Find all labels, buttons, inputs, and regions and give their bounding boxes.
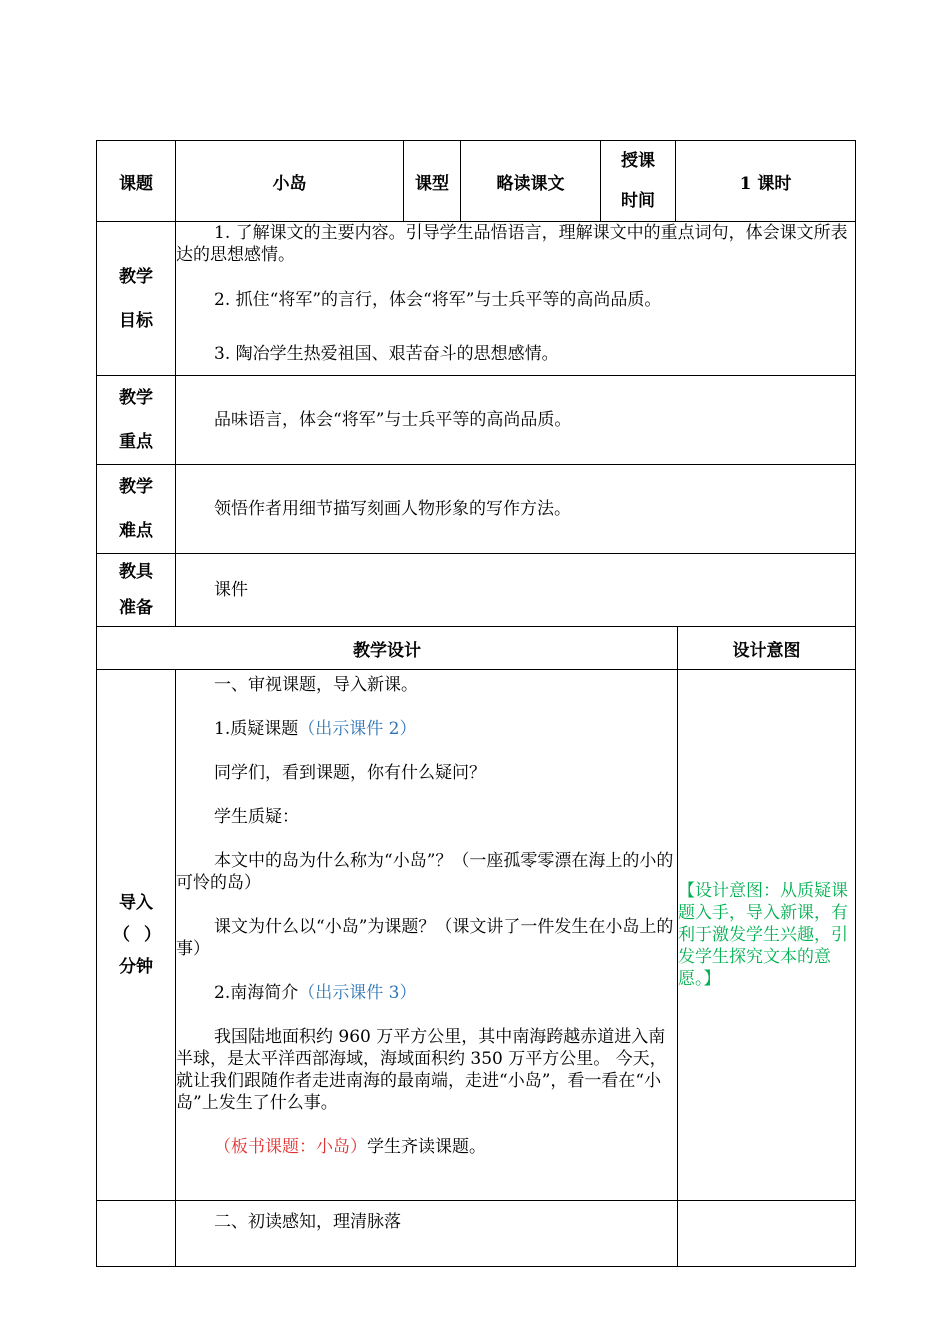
- intent-header: 设计意图: [678, 627, 856, 670]
- time-label: [601, 141, 676, 222]
- objective-item-2: 2. 抓住“将军”的言行，体会“将军”与士兵平等的高尚品质。: [214, 290, 662, 310]
- intro-label-line-1: 导入: [119, 893, 153, 913]
- materials-text: 课件: [214, 580, 248, 600]
- second-label: [97, 1201, 176, 1267]
- intro-content: [176, 670, 678, 1201]
- header-row: [97, 141, 856, 222]
- intro-question-3: 本文中的岛为什么称为“小岛”？（一座孤零零漂在海上的小的可怜的岛）: [176, 851, 674, 893]
- difficulties-label-line-1: 教学: [119, 477, 153, 497]
- intro-label-line-3: 分钟: [119, 957, 153, 977]
- second-heading: 二、初读感知，理清脉落: [214, 1212, 401, 1232]
- materials-label-line-2: 准备: [119, 598, 153, 618]
- time-label-line-2: 时间: [621, 191, 655, 211]
- objectives-label: [97, 222, 176, 376]
- objective-item-1: 1. 了解课文的主要内容。引导学生品悟语言，理解课文中的重点词句，体会课文所表达的思想感情。: [176, 223, 848, 265]
- materials-content: [176, 554, 856, 627]
- topic-value: 小岛: [176, 141, 404, 222]
- intro-question-2: 学生质疑：: [214, 807, 299, 827]
- difficulties-label-line-2: 难点: [119, 521, 153, 541]
- materials-label-line-1: 教具: [119, 562, 153, 582]
- design-header-row: [97, 627, 856, 670]
- difficulties-row: [97, 465, 856, 554]
- courseware-ref-3: （出示课件 3）: [298, 983, 417, 1003]
- intro-row: [97, 670, 856, 1201]
- intro-nanhai: 我国陆地面积约 960 万平方公里，其中南海跨越赤道进入南半球，是太平洋西部海域，海域面积约 350 万平方公里。 今天，就让我们跟随作者走进南海的最南端，走进“小岛”，看一看在“小岛”上发生了什么事。: [176, 1027, 667, 1113]
- courseware-ref-2: （出示课件 2）: [298, 719, 417, 739]
- key-points-label: [97, 376, 176, 465]
- objectives-label-line-1: 教学: [119, 266, 153, 287]
- second-row: [97, 1201, 856, 1267]
- key-points-content: [176, 376, 856, 465]
- objectives-content: [176, 222, 856, 376]
- second-intent: [678, 1201, 856, 1267]
- intro-minutes-blank: （ ）: [113, 925, 161, 945]
- materials-label: [97, 554, 176, 627]
- type-label: 课型: [404, 141, 461, 222]
- objectives-row: [97, 222, 856, 376]
- objective-item-3: 3. 陶冶学生热爱祖国、艰苦奋斗的思想感情。: [214, 344, 559, 364]
- intro-heading: 一、审视课题，导入新课。: [214, 675, 418, 695]
- intro-label: [97, 670, 176, 1201]
- board-note: （板书课题：小岛）: [214, 1137, 367, 1157]
- time-label-line-1: 授课: [621, 151, 655, 171]
- key-points-row: [97, 376, 856, 465]
- intro-question-4: 课文为什么以“小岛”为课题？（课文讲了一件发生在小岛上的事）: [176, 917, 674, 959]
- second-content: [176, 1201, 678, 1267]
- design-header: 教学设计: [97, 627, 678, 670]
- difficulties-label: [97, 465, 176, 554]
- type-value: 略读课文: [461, 141, 601, 222]
- topic-label: 课题: [97, 141, 176, 222]
- intro-intent: 【设计意图：从质疑课题入手，导入新课，有利于激发学生兴趣，引发学生探究文本的意愿。】: [678, 670, 856, 1201]
- key-points-text: 品味语言，体会“将军”与士兵平等的高尚品质。: [214, 410, 572, 430]
- intro-step2: 2.南海简介（出示课件 3）: [214, 983, 417, 1003]
- time-value: 1 课时: [676, 141, 856, 222]
- intro-board: （板书课题：小岛）学生齐读课题。: [214, 1137, 486, 1157]
- lesson-plan-table: [96, 140, 856, 1267]
- key-points-label-line-1: 教学: [119, 388, 153, 408]
- intro-step1: 1.质疑课题（出示课件 2）: [214, 719, 417, 739]
- difficulties-text: 领悟作者用细节描写刻画人物形象的写作方法。: [214, 499, 571, 519]
- difficulties-content: [176, 465, 856, 554]
- intro-question-1: 同学们，看到课题，你有什么疑问？: [214, 763, 486, 783]
- materials-row: [97, 554, 856, 627]
- objectives-label-line-2: 目标: [119, 310, 153, 331]
- key-points-label-line-2: 重点: [119, 432, 153, 452]
